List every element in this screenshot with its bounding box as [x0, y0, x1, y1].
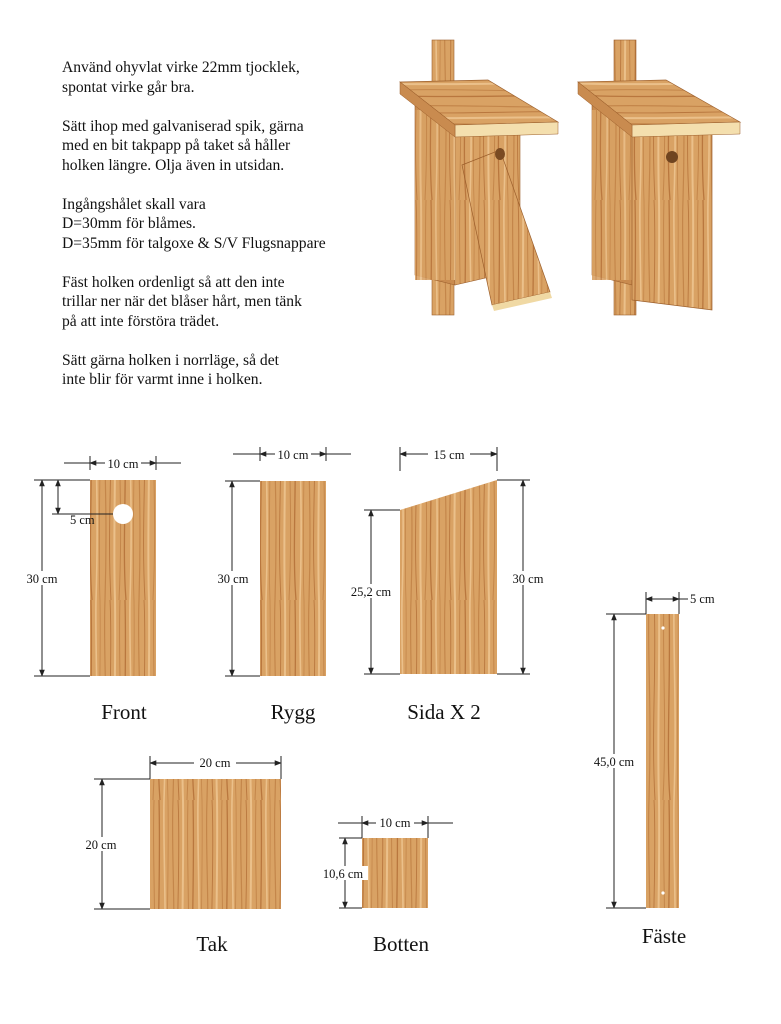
- botten-board: [362, 838, 428, 908]
- front-width-label: 10 cm: [107, 457, 139, 471]
- piece-faste: [586, 592, 715, 948]
- tak-height-label: 20 cm: [85, 838, 117, 852]
- faste-screw-hole-bottom: [661, 891, 664, 894]
- rygg-title: Rygg: [270, 700, 316, 724]
- tak-width-label: 20 cm: [199, 756, 231, 770]
- instruction-mounting: Fäst holken ordenligt så att den inte trillar ner när det blåser hårt, men tänk på att inte förstöra trädet.: [62, 273, 302, 330]
- sida-width-label: 15 cm: [433, 448, 465, 462]
- front-title: Front: [101, 700, 147, 724]
- entrance-hole: [113, 504, 133, 524]
- tak-title: Tak: [196, 932, 228, 956]
- tak-board: [150, 779, 281, 909]
- piece-tak: [80, 756, 281, 956]
- sida-short-height-label: 25,2 cm: [350, 585, 392, 599]
- rygg-board: [260, 481, 326, 676]
- instruction-entrance-hole: Ingångshålet skall vara D=30mm för blåmes. D=35mm för talgoxe & S/V Flugsnappare: [62, 195, 326, 252]
- instruction-orientation: Sätt gärna holken i norrläge, så det inte blir för varmt inne i holken.: [62, 351, 279, 388]
- birdhouse-open-illustration: [400, 40, 558, 315]
- instruction-assembly: Sätt ihop med galvaniserad spik, gärna med en bit takpapp på taket så håller holken längre. Olja även in utsidan.: [62, 117, 304, 174]
- faste-width-label: 5 cm: [690, 592, 715, 606]
- botten-height-label: 10,6 cm: [322, 867, 364, 881]
- rygg-width-label: 10 cm: [277, 448, 309, 462]
- piece-front: [24, 456, 181, 724]
- botten-title: Botten: [373, 932, 429, 956]
- instruction-material: Använd ohyvlat virke 22mm tjocklek, spontat virke går bra.: [62, 59, 300, 96]
- piece-botten: [318, 816, 453, 956]
- hole-offset-label: 5 cm: [70, 513, 95, 527]
- faste-height-label: 45,0 cm: [593, 755, 635, 769]
- faste-board: [646, 614, 679, 908]
- sida-title: Sida X 2: [407, 700, 481, 724]
- birdhouse-closed-illustration: [578, 40, 740, 315]
- sida-tall-height-label: 30 cm: [512, 572, 544, 586]
- faste-title: Fäste: [641, 924, 687, 948]
- piece-sida: [344, 447, 548, 724]
- sida-board: [400, 480, 497, 674]
- botten-width-label: 10 cm: [379, 816, 411, 830]
- faste-screw-hole-top: [661, 626, 664, 629]
- rygg-height-label: 30 cm: [217, 572, 249, 586]
- front-height-label: 30 cm: [26, 572, 58, 586]
- piece-rygg: [214, 447, 351, 724]
